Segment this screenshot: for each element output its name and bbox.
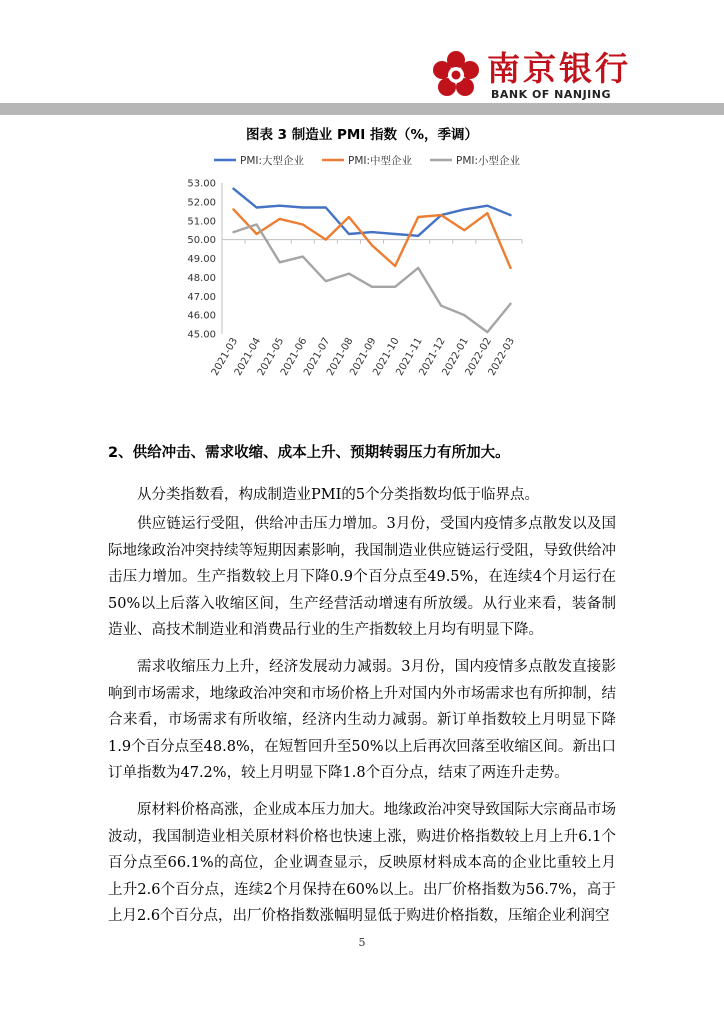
x-tick-label: 2021-10: [371, 336, 402, 378]
data-point: [371, 286, 373, 288]
data-point: [394, 233, 396, 235]
y-tick-label: 45.00: [187, 329, 216, 341]
data-point: [348, 273, 350, 275]
x-tick-label: 2021-03: [209, 336, 241, 378]
y-tick-label: 53.00: [187, 178, 216, 190]
data-point: [233, 231, 235, 233]
legend-label: PMI:小型企业: [456, 155, 521, 167]
legend-label: PMI:中型企业: [348, 155, 413, 167]
section-heading: 2、供给冲击、需求收缩、成本上升、预期转弱压力有所加大。: [108, 445, 510, 461]
data-point: [394, 265, 396, 267]
series-line: [234, 209, 511, 268]
figure-title: 图表 3 制造业 PMI 指数（%，季调）: [245, 127, 479, 143]
data-point: [279, 218, 281, 220]
y-tick-label: 50.00: [187, 235, 216, 247]
data-point: [486, 212, 488, 214]
y-tick-label: 46.00: [187, 310, 216, 322]
page-number: 5: [358, 936, 366, 949]
data-point: [302, 256, 304, 258]
x-tick-label: 2022-03: [486, 336, 518, 378]
paragraph-2: 供应链运行受阻，供给冲击压力增加。3月份，受国内疫情多点散发以及国际地缘政治冲突持续等短期因素影响，我国制造业供应链运行受阻，导致供给冲击压力增加。生产指数较上月下降0.9个百分点至49.5%，在连续4个月运行在50%以上后落入收缩区间，生产经营活动增速有所放缓。从行业来看，装备制造业、高技术制造业和消费品行业的生产指数较上月均有明显下降。: [108, 516, 616, 639]
header-divider-bar: [0, 103, 724, 115]
paragraph-4: 原材料价格高涨，企业成本压力加大。地缘政治冲突导致国际大宗商品市场波动，我国制造业相关原材料价格也快速上涨，购进价格指数较上月上升6.1个百分点至66.1%的高位，企业调查显示，反映原材料成本高的企业比重较上月上升2.6个百分点，连续2个月保持在60%以上。出厂价格指数为56.7%，高于上月2.6个百分点，出厂价格指数涨幅明显低于购进价格指数，压缩企业利润空: [108, 802, 616, 925]
data-point: [325, 280, 327, 282]
data-point: [302, 207, 304, 209]
x-tick-label: 2021-04: [232, 336, 264, 378]
data-point: [486, 205, 488, 207]
data-point: [510, 303, 512, 305]
data-point: [256, 207, 258, 209]
x-tick-label: 2021-05: [255, 336, 287, 378]
data-point: [279, 261, 281, 263]
data-point: [256, 233, 258, 235]
data-point: [510, 267, 512, 269]
data-point: [440, 305, 442, 307]
y-tick-label: 52.00: [187, 197, 216, 209]
data-point: [302, 224, 304, 226]
pmi-line-chart: [187, 148, 536, 388]
series-line: [234, 225, 511, 333]
data-point: [394, 286, 396, 288]
data-point: [440, 214, 442, 216]
y-tick-label: 49.00: [187, 254, 216, 265]
data-point: [348, 233, 350, 235]
paragraph-3: 需求收缩压力上升，经济发展动力减弱。3月份，国内疫情多点散发直接影响到市场需求，地缘政治冲突和市场价格上升对国内外市场需求也有所抑制，结合来看，市场需求有所收缩，经济内生动力减弱。新订单指数较上月明显下降1.9个百分点至48.8%，在短暂回升至50%以上后再次回落至收缩区间。新出口订单指数为47.2%，较上月明显下降1.8个百分点，结束了两连升走势。: [108, 659, 616, 782]
data-point: [325, 207, 327, 209]
data-point: [463, 209, 465, 211]
paragraph-1: 从分类指数看，构成制造业PMI的5个分类指数均低于临界点。: [137, 487, 540, 503]
y-tick-label: 51.00: [187, 216, 216, 228]
data-point: [417, 216, 419, 218]
data-point: [279, 205, 281, 207]
data-point: [486, 331, 488, 333]
x-tick-label: 2022-02: [463, 336, 494, 378]
y-tick-label: 47.00: [187, 291, 216, 303]
data-point: [417, 235, 419, 237]
x-tick-label: 2021-12: [417, 336, 448, 378]
data-point: [233, 209, 235, 211]
bank-name-cn: 南京银行: [487, 49, 631, 88]
bank-logo-icon: [431, 50, 481, 100]
data-point: [463, 229, 465, 231]
data-point: [233, 188, 235, 190]
series-line: [234, 189, 511, 236]
x-tick-label: 2021-06: [278, 336, 310, 378]
data-point: [371, 244, 373, 246]
data-point: [371, 231, 373, 233]
x-tick-label: 2021-08: [325, 336, 356, 378]
x-tick-label: 2021-11: [394, 336, 425, 378]
data-point: [417, 267, 419, 269]
bank-name-en: BANK OF NANJING: [491, 88, 611, 101]
data-point: [463, 314, 465, 316]
y-tick-label: 48.00: [187, 272, 216, 284]
legend-label: PMI:大型企业: [240, 155, 305, 167]
x-tick-label: 2021-09: [348, 336, 379, 378]
x-tick-label: 2021-07: [302, 336, 333, 378]
data-point: [510, 214, 512, 216]
page-header: [0, 0, 724, 110]
data-point: [325, 239, 327, 241]
data-point: [256, 224, 258, 226]
data-point: [348, 216, 350, 218]
x-tick-label: 2022-01: [440, 336, 471, 378]
